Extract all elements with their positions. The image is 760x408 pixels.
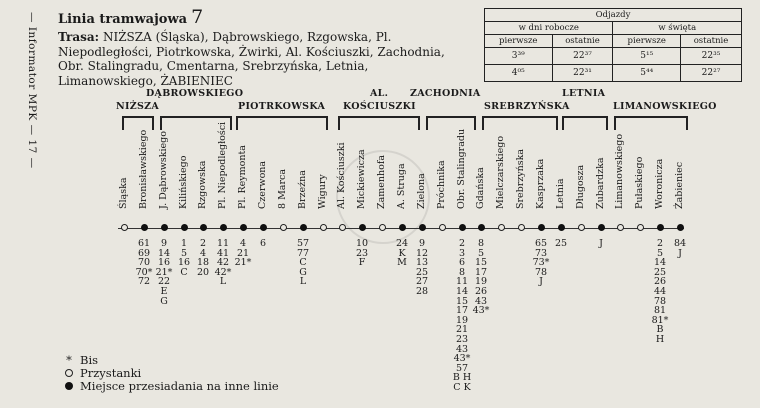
transfer-line-number: 21*	[155, 266, 173, 278]
transfer-stop-marker	[538, 224, 545, 231]
transfer-line-number: J	[678, 247, 682, 259]
transfer-lines	[650, 239, 670, 345]
street-group-label: LIMANOWSKIEGO	[613, 101, 717, 112]
transfer-lines	[253, 239, 273, 249]
transfer-line-number: 84	[673, 238, 687, 249]
stop-marker	[379, 224, 386, 231]
stop-name: Śląska	[118, 177, 129, 209]
transfer-stop-marker	[161, 224, 168, 231]
transfer-stop-marker	[598, 224, 605, 231]
legend-przesiadka	[62, 380, 279, 393]
transfer-stop-marker	[181, 224, 188, 231]
transfer-lines	[551, 239, 571, 249]
transfer-line-number: 13	[415, 257, 429, 269]
holiday-last-time: 22³⁵	[680, 48, 741, 65]
transfer-line-number: M	[397, 257, 407, 269]
stop-name: Obr. Stalingradu	[456, 128, 467, 209]
holiday-first-time: 5⁴⁴	[613, 65, 681, 82]
transfer-line-number: 2	[458, 238, 466, 249]
stop-marker	[339, 224, 346, 231]
transfer-line-number: 16	[177, 257, 191, 269]
asterisk-icon: *	[66, 353, 72, 367]
transfer-line-number: 14	[653, 257, 667, 269]
transfer-line-number: 5	[656, 247, 664, 259]
transfer-line-number: J	[599, 238, 603, 249]
transfer-line-number: 41	[216, 247, 230, 259]
stop-name: Pl. Reymonta	[237, 145, 248, 209]
transfer-line-number: 11	[216, 238, 230, 249]
stop-marker	[617, 224, 624, 231]
transfer-line-number: 28	[415, 285, 429, 297]
transfer-lines	[213, 239, 233, 287]
route-description	[58, 30, 468, 88]
transfer-line-number: 12	[415, 247, 429, 259]
transfer-line-number: 6	[458, 257, 466, 269]
transfer-line-number: 21*	[234, 257, 252, 269]
transfer-line-number: 78	[653, 295, 667, 307]
transfer-line-number: 22	[157, 276, 171, 288]
line-title-label: Linia tramwajowa	[58, 12, 188, 27]
route-label: Trasa:	[58, 30, 100, 44]
transfer-line-number: E	[160, 285, 168, 297]
transfer-stop-marker	[200, 224, 207, 231]
stop-name: Mickiewicza	[356, 149, 367, 209]
transfer-line-number: 10	[355, 238, 369, 249]
stop-name: Kilińskiego	[178, 155, 189, 209]
stop-name: Bronisławskiego	[138, 129, 149, 209]
stop-name: Próchnika	[436, 160, 447, 209]
transfer-line-number: G	[160, 295, 168, 307]
stop-marker	[121, 224, 128, 231]
transfer-line-number: 17	[455, 305, 469, 317]
stop-marker	[498, 224, 505, 231]
street-group-bracket	[426, 116, 476, 130]
legend	[62, 354, 279, 393]
street-group-label: PIOTRKOWSKA	[238, 101, 326, 112]
open-circle-icon	[62, 367, 76, 380]
departures-row	[485, 48, 742, 65]
stop-name: Wigury	[317, 174, 328, 209]
transfer-line-number: 23	[455, 333, 469, 345]
stop-marker	[320, 224, 327, 231]
transfer-line-number: H	[655, 333, 665, 345]
stop-name: Mielczarskiego	[495, 135, 506, 209]
departures-header: Odjazdy	[485, 9, 742, 22]
transfer-line-number: 4	[199, 247, 207, 259]
stop-marker	[518, 224, 525, 231]
transfer-line-number: 42*	[214, 266, 232, 278]
transfer-lines	[352, 239, 372, 268]
stop-marker	[439, 224, 446, 231]
line-number: 7	[191, 6, 204, 28]
transfer-stop-marker	[478, 224, 485, 231]
street-group-label: ZACHODNIA	[410, 88, 481, 99]
stop-marker	[637, 224, 644, 231]
transfer-line-number: 15	[455, 295, 469, 307]
transfer-lines	[134, 239, 154, 287]
weekday-header: w dni robocze	[485, 22, 613, 35]
weekday-last-time: 22³⁷	[552, 48, 613, 65]
transfer-line-number: 77	[296, 247, 310, 259]
transfer-line-number: 24	[395, 238, 409, 249]
weekday-last-header: ostatnie	[552, 35, 613, 48]
transfer-stop-marker	[419, 224, 426, 231]
weekday-first-time: 4⁰⁵	[485, 65, 553, 82]
legend-przystanki-label: Przystanki	[80, 366, 142, 380]
stop-name: Pułaskiego	[634, 156, 645, 209]
transfer-line-number: 3	[458, 247, 466, 259]
transfer-line-number: 9	[160, 238, 168, 249]
stop-name: Długosza	[575, 164, 586, 209]
transfer-line-number: 43*	[472, 305, 490, 317]
stop-name: Pl. Niepodległości	[217, 121, 228, 209]
stop-marker	[280, 224, 287, 231]
transfer-line-number: 43*	[453, 353, 471, 365]
transfer-line-number: 16	[157, 257, 171, 269]
transfer-line-number: 2	[656, 238, 664, 249]
transfer-lines	[293, 239, 313, 287]
transfer-line-number: 57	[296, 238, 310, 249]
street-group-bracket	[614, 116, 688, 130]
transfer-stop-marker	[359, 224, 366, 231]
transfer-line-number: 18	[196, 257, 210, 269]
transfer-line-number: 14	[455, 285, 469, 297]
transfer-lines	[412, 239, 432, 297]
stop-name: Limanowskiego	[614, 133, 625, 209]
transfer-line-number: 19	[474, 276, 488, 288]
holiday-first-header: pierwsze	[613, 35, 681, 48]
stop-name: J. Dąbrowskiego	[158, 131, 169, 209]
transfer-stop-marker	[220, 224, 227, 231]
transfer-stop-marker	[399, 224, 406, 231]
transfer-lines	[591, 239, 611, 249]
transfer-line-number: 57	[455, 362, 469, 374]
street-group-bracket	[482, 116, 558, 130]
stop-name: Zielona	[416, 173, 427, 209]
transfer-line-number: C	[299, 257, 307, 269]
stop-name: Al. Kościuszki	[336, 142, 347, 209]
transfer-line-number: 1	[180, 238, 188, 249]
transfer-line-number: 23	[355, 247, 369, 259]
transfer-lines	[193, 239, 213, 277]
stop-name: Brzeźna	[297, 170, 308, 209]
transfer-lines	[174, 239, 194, 277]
transfer-line-number: K	[398, 247, 406, 259]
transfer-line-number: 14	[157, 247, 171, 259]
transfer-line-number: C	[180, 266, 188, 278]
street-group-bracket	[236, 116, 328, 130]
street-group-bracket	[122, 116, 154, 130]
transfer-line-number: 81	[653, 305, 667, 317]
stop-name: Czerwona	[257, 160, 268, 209]
stop-name: A. Struga	[396, 163, 407, 209]
transfer-line-number: 2	[199, 238, 207, 249]
transfer-line-number: 78	[534, 266, 548, 278]
stop-marker	[578, 224, 585, 231]
transfer-line-number: B	[656, 324, 664, 336]
transfer-line-number: 20	[196, 266, 210, 278]
holiday-last-header: ostatnie	[680, 35, 741, 48]
side-header-text: — Informator MPK — 17 —	[26, 12, 38, 169]
filled-circle-icon	[62, 380, 76, 393]
transfer-line-number: 43	[455, 343, 469, 355]
transfer-line-number: L	[219, 276, 227, 288]
transfer-line-number: 5	[477, 247, 485, 259]
transfer-line-number: 27	[415, 276, 429, 288]
transfer-line-number: 44	[653, 285, 667, 297]
street-group-label: KOŚCIUSZKI	[343, 101, 416, 112]
transfer-lines	[392, 239, 412, 268]
transfer-lines	[233, 239, 253, 268]
transfer-line-number: 19	[455, 314, 469, 326]
legend-przesiadka-label: Miejsce przesiadania na inne linie	[80, 379, 279, 393]
transfer-line-number: 70*	[135, 266, 153, 278]
transfer-line-number: 4	[239, 238, 247, 249]
transfer-stop-marker	[240, 224, 247, 231]
transfer-line-number: B H	[452, 372, 472, 384]
transfer-stop-marker	[260, 224, 267, 231]
transfer-lines	[531, 239, 551, 287]
transfer-line-number: 17	[474, 266, 488, 278]
departures-row	[485, 65, 742, 82]
transfer-line-number: F	[358, 257, 366, 269]
transfer-stop-marker	[459, 224, 466, 231]
transfer-line-number: 26	[653, 276, 667, 288]
stop-name: Letnia	[555, 178, 566, 209]
transfer-lines	[471, 239, 491, 316]
stop-name: Gdańska	[475, 167, 486, 209]
transfer-line-number: 81*	[651, 314, 669, 326]
transfer-line-number: 5	[180, 247, 188, 259]
transfer-stop-marker	[141, 224, 148, 231]
transfer-line-number: 70	[137, 257, 151, 269]
transfer-line-number: 65	[534, 238, 548, 249]
transfer-lines	[154, 239, 174, 306]
transfer-line-number: 25	[415, 266, 429, 278]
transfer-line-number: 73	[534, 247, 548, 259]
transfer-line-number: 15	[474, 257, 488, 269]
street-group-label: NIŻSZA	[116, 101, 160, 112]
transfer-stop-marker	[657, 224, 664, 231]
transfer-line-number: 11	[455, 276, 469, 288]
transfer-line-number: 26	[474, 285, 488, 297]
transfer-line-number: 73*	[532, 257, 550, 269]
street-group-label: LETNIA	[562, 88, 606, 99]
stop-name: Zubardzka	[595, 157, 606, 209]
stop-name: Żabieniec	[674, 161, 685, 209]
transfer-line-number: 42	[216, 257, 230, 269]
side-header	[20, 8, 42, 400]
street-group-bracket	[562, 116, 608, 130]
transfer-stop-marker	[558, 224, 565, 231]
holiday-first-time: 5¹⁵	[613, 48, 681, 65]
street-group-label: DĄBROWSKIEGO	[146, 88, 244, 99]
transfer-line-number: 21	[236, 247, 250, 259]
transfer-line-number: 9	[418, 238, 426, 249]
transfer-line-number: G	[299, 266, 307, 278]
transfer-line-number: 61	[137, 238, 151, 249]
route-text: NIŻSZA (Śląska), Dąbrowskiego, Rzgowska, Pl. Niepodległości, Piotrkowska, Żwirki, Al. Kościuszki, Zachodnia, Obr. Stalingradu, Cmentarna, Srebrzyńska, Letnia, Limanowskiego, ŻABIENIEC	[58, 30, 445, 88]
weekday-last-time: 22³¹	[552, 65, 613, 82]
holiday-header: w święta	[613, 22, 742, 35]
street-group-label: SREBRZYŃSKA	[484, 101, 570, 112]
weekday-first-header: pierwsze	[485, 35, 553, 48]
transfer-line-number: 72	[137, 276, 151, 288]
street-group-label: AL.	[370, 88, 389, 99]
transfer-lines	[452, 239, 472, 393]
transfer-lines	[670, 239, 690, 258]
line-title	[58, 6, 203, 28]
legend-bis-label: Bis	[80, 353, 99, 367]
transfer-line-number: 21	[455, 324, 469, 336]
weekday-first-time: 3³⁹	[485, 48, 553, 65]
transfer-line-number: 8	[477, 238, 485, 249]
transfer-line-number: 25	[653, 266, 667, 278]
street-group-bracket	[338, 116, 420, 130]
stop-name: Srebrzyńska	[515, 148, 526, 209]
stop-name: Zamenhofa	[376, 154, 387, 209]
stop-name: Woronicza	[654, 158, 665, 209]
transfer-stop-marker	[300, 224, 307, 231]
departures-table	[484, 8, 742, 82]
transfer-line-number: J	[539, 276, 543, 288]
transfer-line-number: 6	[259, 238, 267, 249]
transfer-line-number: 43	[474, 295, 488, 307]
transfer-stop-marker	[677, 224, 684, 231]
transfer-line-number: 69	[137, 247, 151, 259]
transfer-line-number: 8	[458, 266, 466, 278]
stop-name: Rzgowska	[197, 160, 208, 209]
transfer-line-number: C K	[453, 381, 471, 393]
transfer-line-number: L	[299, 276, 307, 288]
stop-name: 8 Marca	[277, 169, 288, 209]
holiday-last-time: 22²⁷	[680, 65, 741, 82]
transfer-line-number: 25	[554, 238, 568, 249]
stop-name: Kasprzaka	[535, 158, 546, 209]
